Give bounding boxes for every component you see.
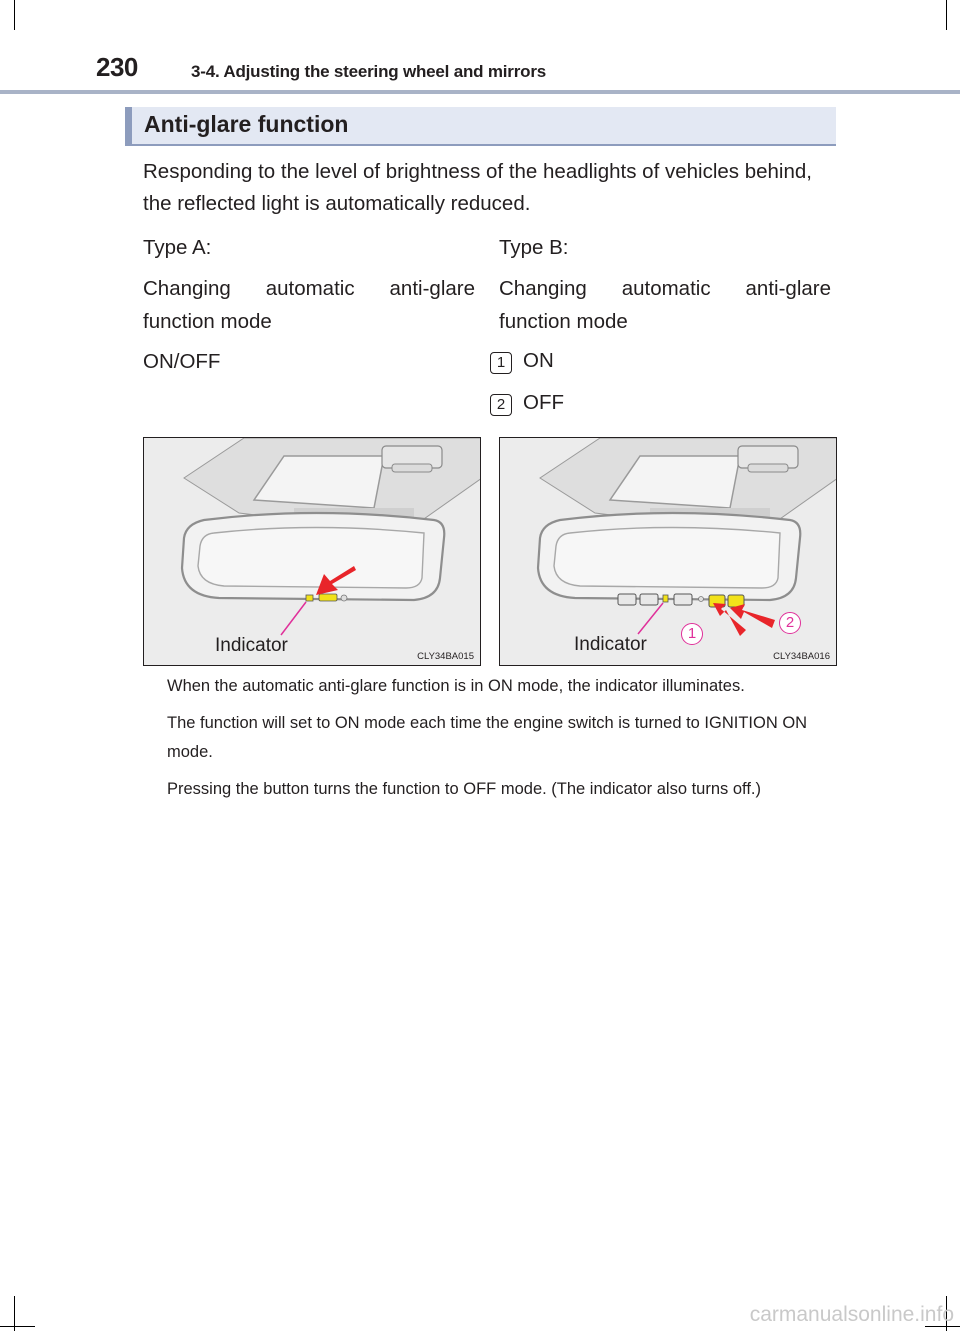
heading-title: Anti-glare function — [144, 111, 349, 137]
mirror-illustration-a — [144, 438, 481, 666]
heading-accent-bar — [125, 107, 132, 144]
watermark: carmanualsonline.info — [749, 1303, 954, 1326]
note-indicator: When the automatic anti-glare function is in ON mode, the indicator illuminates. — [167, 677, 745, 695]
item-on-label: ON — [523, 349, 554, 372]
note-default-on: The function will set to ON mode each time the engine switch is turned to IGNITION ON mode. — [167, 714, 808, 761]
type-a-onoff: ON/OFF — [143, 350, 221, 373]
figure-type-b — [499, 437, 837, 666]
note-off-button: Pressing the button turns the function to OFF mode. (The indicator also turns off.) — [167, 780, 761, 798]
type-a-description: Changing automatic anti-glare function mode — [143, 277, 475, 333]
item-number-badge: 2 — [490, 394, 512, 416]
item-off-label: OFF — [523, 391, 564, 414]
item-number-badge: 1 — [490, 352, 512, 374]
figure-code: CLY34BA015 — [417, 651, 474, 662]
figure-type-a — [143, 437, 481, 666]
figure-code: CLY34BA016 — [773, 651, 830, 662]
indicator-label: Indicator — [574, 634, 647, 655]
page-number: 230 — [96, 52, 138, 82]
intro-paragraph: Responding to the level of brightness of the headlights of vehicles behind, the reflected light is automatically reduced. — [143, 160, 812, 215]
type-a-label: Type A: — [143, 236, 212, 259]
crop-mark — [946, 0, 947, 30]
crop-mark — [14, 0, 15, 30]
type-b-label: Type B: — [499, 236, 569, 259]
type-b-description: Changing automatic anti-glare function mode — [499, 277, 831, 333]
callout-1: 1 — [681, 623, 703, 645]
section-path: 3-4. Adjusting the steering wheel and mirrors — [191, 62, 546, 81]
header-rule — [0, 90, 960, 94]
notes-block — [167, 672, 832, 812]
crop-mark — [0, 1326, 35, 1327]
section-heading — [125, 107, 836, 146]
callout-2: 2 — [779, 612, 801, 634]
indicator-label: Indicator — [215, 635, 288, 656]
